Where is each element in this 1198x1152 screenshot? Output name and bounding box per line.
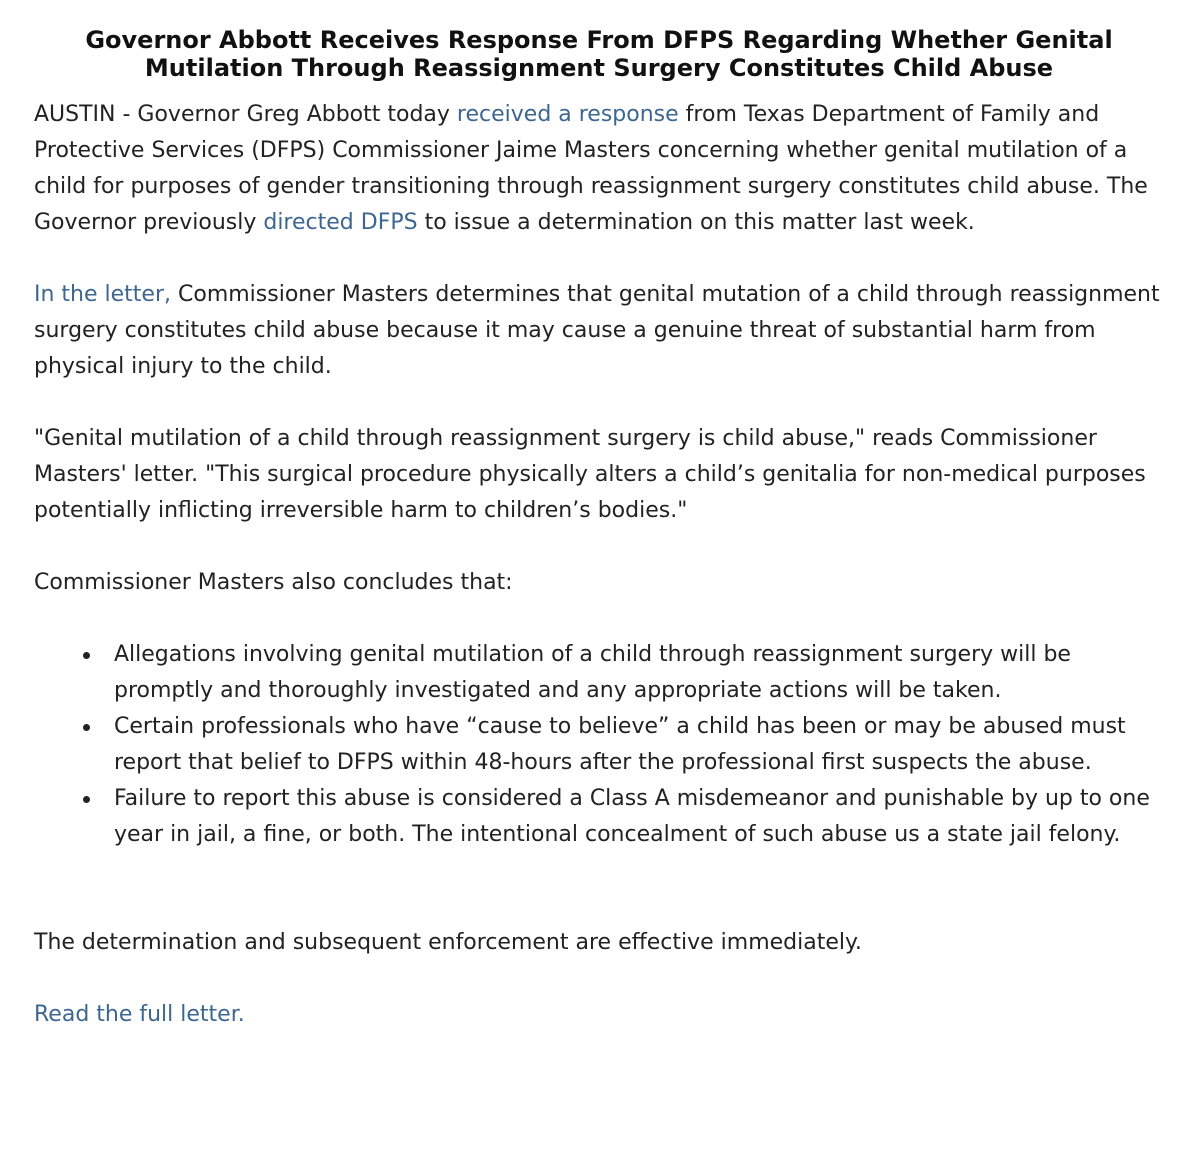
in-the-letter-link[interactable]: In the letter, (34, 282, 171, 307)
quote-paragraph: "Genital mutilation of a child through reassignment surgery is child abuse," reads Commissioner Masters' letter. "This surgical procedure physically alters a child’s genitalia for non-medical purposes potentially inflicting irreversible harm to children’s bodies." (34, 426, 1146, 523)
list-item-text: Allegations involving genital mutilation of a child through reassignment surgery will be promptly and thoroughly investigated and any appropriate actions will be taken. (114, 642, 1071, 703)
conclusions-intro: Commissioner Masters also concludes that: (34, 570, 513, 595)
received-response-link[interactable]: received a response (456, 102, 679, 127)
page-title: Governor Abbott Receives Response From DFPS Regarding Whether Genital Mutilation Through Reassignment Surgery Constitutes Child Abuse (85, 26, 1113, 82)
read-more-paragraph (34, 997, 1164, 1033)
intro-text-b: from Texas Department of Family and Protective Services (DFPS) Commissioner Jaime Masters concerning whether genital mutilation of a child for purposes of gender transitioning through reassignment surgery constitutes child abuse. The Governor previously (34, 102, 1148, 235)
effective-paragraph: The determination and subsequent enforcement are effective immediately. (34, 930, 862, 955)
read-full-letter-link[interactable]: Read the full letter. (34, 1002, 245, 1027)
bullet-icon (83, 724, 90, 731)
intro-text-a: AUSTIN - Governor Greg Abbott today (34, 102, 457, 127)
list-item-text: Failure to report this abuse is considered a Class A misdemeanor and punishable by up to one year in jail, a fine, or both. The intentional concealment of such abuse us a state jail felony. (114, 786, 1150, 847)
conclusions-list (34, 637, 1164, 853)
letter-paragraph-text: Commissioner Masters determines that genital mutation of a child through reassignment surgery constitutes child abuse because it may cause a genuine threat of substantial harm from physical injury to the child. (34, 282, 1160, 379)
list-item (114, 637, 1164, 709)
directed-dfps-link[interactable]: directed DFPS (263, 210, 418, 235)
list-item-text: Certain professionals who have “cause to believe” a child has been or may be abused must report that belief to DFPS within 48-hours after the professional first suspects the abuse. (114, 714, 1126, 775)
intro-paragraph (34, 97, 1164, 241)
bullet-icon (83, 796, 90, 803)
bullet-icon (83, 652, 90, 659)
list-item (114, 709, 1164, 781)
letter-paragraph (34, 277, 1164, 385)
list-item (114, 781, 1164, 853)
intro-text-c: to issue a determination on this matter last week. (417, 210, 975, 235)
